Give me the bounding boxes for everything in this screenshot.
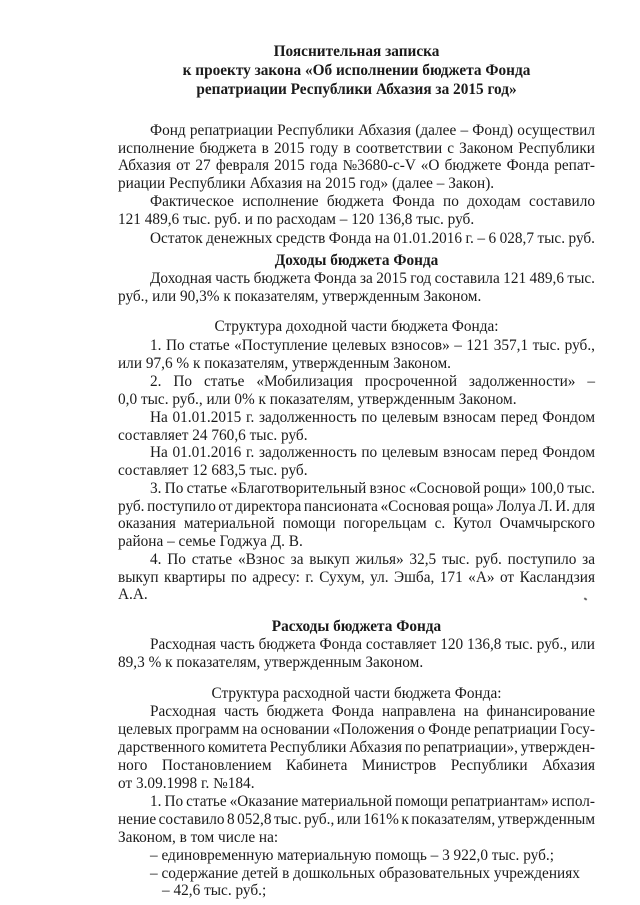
expenses-bullet-line: – единовременную материальную помощь – 3 922,0 тыс. руб.; [150, 847, 554, 864]
income-item-line: составляет 12 683,5 тыс. руб. [118, 462, 308, 479]
section-heading-expenses: Расходы бюджета Фонда [271, 618, 442, 635]
income-item-line: 3. По статье «Благотворительный взнос «Сосновой рощи» 100,0 тыс. [150, 480, 595, 497]
income-item-line: На 01.01.2015 г. задолженность по целевым взносам перед Фондом [150, 409, 595, 426]
income-item-line: района – семье Годжуа Д. В. [118, 533, 303, 550]
income-item-line: А.А. [118, 586, 148, 603]
expenses-item-line: целевых программ на основании «Положения о Фонде репатриации Госу- [118, 721, 595, 738]
expenses-item-line: нение составило 8 052,8 тыс. руб., или 161% к показателям, утвержденным [118, 811, 595, 828]
income-item-line: руб. поступило от директора пансионата «Сосновая роща» Лолуа Л. И. для [118, 498, 595, 515]
expenses-item-line: от 3.09.1998 г. №184. [118, 775, 255, 792]
expenses-item-line: Расходная часть бюджета Фонда направлена на финансирование [150, 703, 595, 720]
expenses-bullet-line: – содержание детей в дошкольных образовательных учреждениях [150, 865, 580, 882]
expenses-item-line: ного Постановлением Кабинета Министров Республики Абхазия [118, 757, 595, 774]
income-summary-line: руб., или 90,3% к показателям, утвержденным Законом. [118, 288, 482, 305]
intro-line: Фактическое исполнение бюджета Фонда по доходам составило [150, 193, 595, 210]
document-title: Пояснительная записка [273, 43, 440, 60]
income-item-line: или 97,6 % к показателям, утвержденным Законом. [118, 355, 451, 372]
expenses-bullet-line: – 42,6 тыс. руб.; [162, 882, 267, 899]
expenses-item-line: дарственного комитета Республики Абхазия по репатриации», утвержден- [118, 739, 595, 756]
intro-line: риации Республики Абхазия на 2015 год» (далее – Закон). [118, 175, 495, 192]
intro-line: Фонд репатриации Республики Абхазия (далее – Фонд) осуществил [150, 122, 595, 139]
expenses-summary-line: 89,3 % к показателям, утвержденным Законом. [118, 654, 424, 671]
expenses-item-line: 1. По статье «Оказание материальной помощи репатриантам» испол- [150, 793, 595, 810]
section-heading-income: Доходы бюджета Фонда [274, 252, 439, 269]
intro-line: Остаток денежных средств Фонда на 01.01.2016 г. – 6 028,7 тыс. руб. [150, 230, 595, 247]
income-item-line: 4. По статье «Взнос за выкуп жилья» 32,5 тыс. руб. поступило за [150, 551, 595, 568]
intro-line: исполнение бюджета в 2015 году в соответствии с Законом Республики [118, 140, 595, 157]
expenses-summary-line: Расходная часть бюджета Фонда составляет 120 136,8 тыс. руб., или [150, 636, 595, 653]
income-item-line: 0,0 тыс. руб., или 0% к показателям, утвержденным Законом. [118, 391, 517, 408]
intro-line: 121 489,6 тыс. руб. и по расходам – 120 136,8 тыс. руб. [118, 211, 475, 228]
income-structure-heading: Структура доходной части бюджета Фонда: [214, 318, 499, 335]
income-item-line: выкуп квартиры по адресу: г. Сухум, ул. Эшба, 171 «А» от Касландзия [118, 569, 595, 586]
document-title: к проекту закона «Об исполнении бюджета Фонда [182, 62, 531, 79]
intro-line: Абхазия от 27 февраля 2015 года №3680-с-V «О бюджете Фонда репат- [118, 157, 595, 174]
income-item-line: На 01.01.2016 г. задолженность по целевым взносам перед Фондом [150, 444, 595, 461]
income-item-line: оказания материальной помощи погорельцам с. Кутол Очамчырского [118, 515, 595, 532]
document-title: репатриации Республики Абхазия за 2015 год» [196, 81, 517, 98]
income-summary-line: Доходная часть бюджета Фонда за 2015 год составила 121 489,6 тыс. [150, 270, 595, 287]
income-item-line: составляет 24 760,6 тыс. руб. [118, 427, 308, 444]
expenses-structure-heading: Структура расходной части бюджета Фонда: [211, 685, 502, 702]
income-item-line: 2. По статье «Мобилизация просроченной задолженности» – [150, 373, 595, 390]
income-item-line: 1. По статье «Поступление целевых взносов» – 121 357,1 тыс. руб., [150, 337, 595, 354]
expenses-item-line: Законом, в том числе на: [118, 829, 279, 846]
